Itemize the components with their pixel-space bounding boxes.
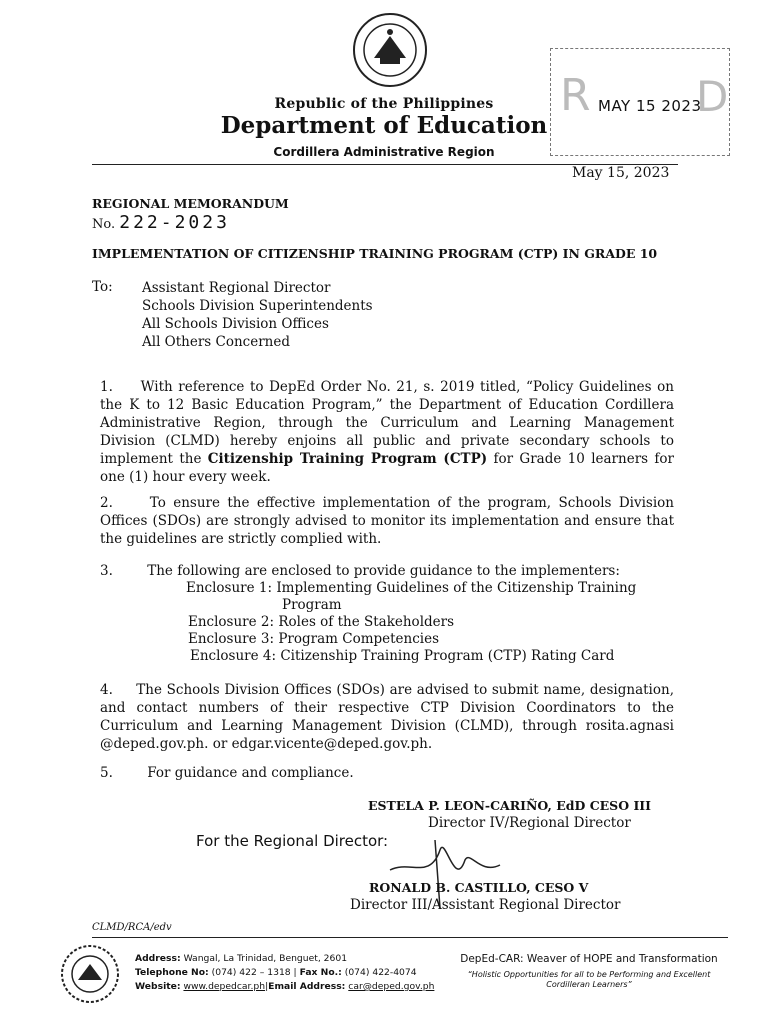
footer-motto: DepEd-CAR: Weaver of HOPE and Transformation	[460, 953, 718, 965]
memo-title: REGIONAL MEMORANDUM	[92, 196, 289, 211]
fax-label: Fax No.:	[299, 967, 342, 978]
paragraph-3	[100, 562, 674, 665]
memo-date: May 15, 2023	[572, 165, 670, 181]
stamp-letter-r: R	[560, 70, 591, 121]
region-heading: Cordillera Administrative Region	[273, 145, 495, 159]
deped-seal-icon	[352, 12, 428, 88]
signatory-name: ESTELA P. LEON-CARIÑO, EdD CESO III	[368, 798, 651, 813]
paragraph-text: The following are enclosed to provide guidance to the implementers:	[147, 563, 620, 579]
stamp-date: MAY 15 2023	[598, 97, 702, 115]
footer-divider	[92, 937, 728, 938]
footer-tagline: “Holistic Opportunities for all to be Performing and Excellent Cordilleran Learners”	[467, 970, 711, 989]
memo-number-value: 222-2023	[119, 212, 230, 233]
stamp-letter-d: D	[696, 72, 729, 121]
to-label: To:	[92, 279, 113, 295]
recipient: All Schools Division Offices	[142, 316, 329, 332]
paragraph-text: for Grade 10 learners for one (1) hour every week.	[100, 451, 674, 485]
deped-car-seal-icon	[60, 944, 120, 1004]
telephone-value: (074) 422 – 1318	[211, 967, 291, 978]
footer-contact: Address: Wangal, La Trinidad, Benguet, 2601 Telephone No: (074) 422 – 1318 | Fax No.: (074) 422-4074 Website: www.depedcar.ph|Email Address: car@deped.gov.ph	[135, 953, 435, 992]
address-value: Wangal, La Trinidad, Benguet, 2601	[183, 953, 348, 964]
recipient: Assistant Regional Director	[142, 280, 331, 296]
enclosure-item: Enclosure 2: Roles of the Stakeholders	[188, 614, 455, 630]
recipient: Schools Division Superintendents	[142, 298, 373, 314]
paragraph-number: 2.	[100, 495, 113, 511]
telephone-label: Telephone No:	[135, 967, 209, 978]
paragraph-4	[100, 681, 674, 753]
website-label: Website:	[135, 981, 181, 992]
department-heading: Department of Education	[220, 112, 548, 139]
paragraph-text: With reference to DepEd Order No. 21, s. 2019 titled, “Policy Guidelines on the K to 12 Basic Education Program,” the Department of Education Cordillera Administrative Region, through the Curriculum and Learning Management Division (CLMD) hereby enjoins all public and private secondary schools to implement the	[100, 379, 674, 467]
memo-subject: IMPLEMENTATION OF CITIZENSHIP TRAINING PROGRAM (CTP) IN GRADE 10	[92, 246, 658, 261]
address-label: Address:	[135, 953, 181, 964]
paragraph-1	[100, 378, 674, 486]
memo-number-label: No.	[92, 217, 116, 232]
email-link[interactable]: car@deped.gov.ph	[348, 981, 435, 992]
enclosure-item: Enclosure 4: Citizenship Training Program (CTP) Rating Card	[190, 648, 615, 664]
paragraph-2	[100, 494, 674, 548]
fax-value: (074) 422-4074	[344, 967, 417, 978]
paragraph-text: To ensure the effective implementation of the program, Schools Division Offices (SDOs) are strongly advised to monitor its implementation and ensure that the guidelines are strictly complied with.	[100, 495, 674, 547]
recipient-list	[142, 279, 373, 351]
paragraph-number: 4.	[100, 682, 113, 698]
republic-heading: Republic of the Philippines	[274, 96, 494, 112]
enclosure-item: Program	[282, 597, 342, 613]
for-regional-director: For the Regional Director:	[196, 832, 389, 850]
paragraph-number: 1.	[100, 379, 113, 395]
second-signatory-name: RONALD B. CASTILLO, CESO V	[369, 880, 589, 895]
paragraph-number: 3.	[100, 563, 113, 579]
reference-initials: CLMD/RCA/edv	[92, 922, 172, 933]
paragraph-text: The Schools Division Offices (SDOs) are advised to submit name, designation, and contact numbers of their respective CTP Division Coordinators to the Curriculum and Learning Management Division (CLMD), through rosita.agnasi @deped.gov.ph. or edgar.vicente@deped.gov.ph.	[100, 682, 674, 752]
second-signatory-title: Director III/Assistant Regional Director	[350, 897, 621, 913]
enclosure-item: Enclosure 3: Program Competencies	[188, 631, 440, 647]
paragraph-number: 5.	[100, 765, 113, 781]
paragraph-5	[100, 764, 674, 782]
website-link[interactable]: www.depedcar.ph	[183, 981, 266, 992]
recipient: All Others Concerned	[142, 334, 291, 350]
enclosure-item: Enclosure 1: Implementing Guidelines of the Citizenship Training	[186, 580, 637, 596]
email-label: Email Address:	[268, 981, 346, 992]
program-name: Citizenship Training Program (CTP)	[207, 451, 488, 467]
paragraph-text: For guidance and compliance.	[147, 765, 354, 781]
signatory-title: Director IV/Regional Director	[428, 815, 631, 831]
memo-number	[92, 212, 230, 233]
